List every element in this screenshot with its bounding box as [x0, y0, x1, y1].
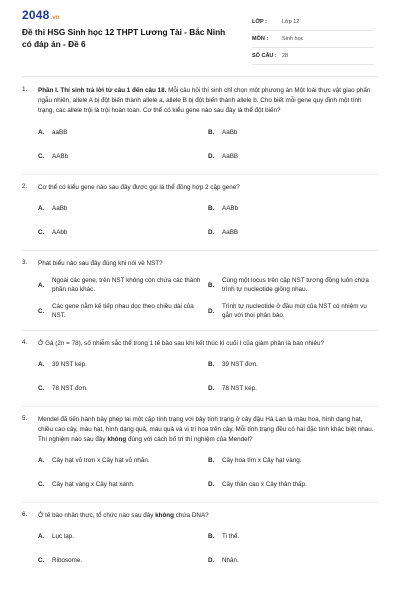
question-6 [22, 511, 400, 521]
option-text: 78 NST kép. [222, 384, 257, 392]
question-number: 5. [22, 415, 28, 422]
option-c[interactable] [38, 548, 208, 572]
option-c[interactable] [38, 376, 208, 400]
option-text: AABb [52, 152, 69, 160]
option-text: AAbb [52, 228, 68, 236]
option-letter: C. [38, 480, 45, 488]
question-text: Ở Gà (2n = 78), số nhiễm sắc thể trong 1 tế bào sau khi kết thúc kì cuối I của giảm phân là bao nhiêu? [38, 340, 324, 347]
option-c[interactable] [38, 144, 208, 168]
option-c[interactable] [38, 472, 208, 496]
question-1 [22, 86, 400, 116]
site-logo[interactable] [22, 8, 60, 22]
option-text: AABb [222, 204, 239, 212]
option-letter: D. [208, 556, 215, 564]
option-text: Ngoài các gene, trên NST không còn chứa các thành phần nào khác. [52, 277, 201, 293]
question-divider [22, 406, 378, 407]
option-text: 39 NST đơn. [222, 360, 258, 368]
option-text: Các gene nằm kế tiếp nhau dọc theo chiều dài của NST. [52, 303, 194, 319]
option-text: Cây hạt vàng x Cây hạt xanh. [52, 480, 135, 488]
option-d[interactable] [208, 298, 378, 324]
option-letter: B. [208, 360, 215, 368]
question-divider [22, 250, 378, 251]
option-text: 39 NST kép. [52, 360, 87, 368]
option-b[interactable] [208, 120, 378, 144]
question-text: Cơ thể có kiểu gene nào sau đây được gọi là thể đồng hợp 2 cặp gene? [38, 184, 240, 191]
option-b[interactable] [208, 524, 378, 548]
option-a[interactable] [38, 352, 208, 376]
question-text [38, 415, 378, 445]
option-text: Cây hạt vỏ trơn x Cây hạt vỏ nhăn. [52, 456, 150, 464]
question-list [0, 80, 400, 572]
option-letter: B. [208, 532, 215, 540]
question-text [38, 511, 378, 521]
option-b[interactable] [208, 196, 378, 220]
question-number: 1. [22, 86, 28, 93]
option-text: AaBb [52, 204, 68, 212]
option-letter: D. [208, 480, 215, 488]
question-text-strong: không [155, 512, 174, 519]
question-text-post: đúng với cách bố trí thí nghiệm của Mendel? [126, 436, 253, 443]
option-letter: C. [38, 556, 45, 564]
option-text: Cây thân cao x Cây thân thấp. [222, 480, 307, 488]
question-divider [22, 174, 378, 175]
option-letter: D. [208, 152, 215, 160]
option-letter: C. [38, 307, 45, 315]
option-text: Cùng một locus trên cặp NST tương đồng luôn chứa trình tự nucleotide giống nhau. [222, 277, 369, 293]
option-letter: D. [208, 228, 215, 236]
question-text-pre: Mendel đã tiến hành bảy phép lai một cặp tính trạng với bảy tính trạng ở cây đậu Hà Lan là màu hoa, hình dạng hạt, chiều cao cây, màu hạt, hình dạng quả, màu quả và vị trí hoa trên cây. Mỗi tính trạng đều có hai đặc tính khác biệt nhau. Thí nghiệm nào sau đây [38, 416, 374, 443]
option-letter: B. [208, 281, 215, 289]
meta-value: Lớp 12 [282, 19, 300, 25]
meta-row-count [252, 48, 374, 65]
question-divider [22, 330, 378, 331]
question-text-pre: Ở tế bào nhân thực, tổ chức nào sau đây [38, 512, 156, 519]
option-b[interactable] [208, 352, 378, 376]
question-number: 3. [22, 259, 28, 266]
question-2 [22, 183, 400, 193]
option-letter: B. [208, 456, 215, 464]
option-d[interactable] [208, 548, 378, 572]
question-divider [22, 502, 378, 503]
option-letter: A. [38, 281, 45, 289]
question-text [38, 86, 378, 116]
option-d[interactable] [208, 376, 378, 400]
question-number: 6. [22, 511, 28, 518]
options-2 [38, 196, 378, 244]
option-text: Ti thể. [222, 532, 240, 540]
meta-panel [252, 14, 374, 65]
option-text: Nhân. [222, 556, 239, 564]
question-5 [22, 415, 400, 445]
options-5 [38, 448, 378, 496]
option-c[interactable] [38, 298, 208, 324]
meta-label: SỐ CÂU : [252, 53, 277, 59]
option-text: Cây hoa tím x Cây hạt vàng. [222, 456, 302, 464]
option-text: AaBb [222, 128, 238, 136]
option-a[interactable] [38, 524, 208, 548]
option-text: AaBB [222, 152, 239, 160]
option-letter: B. [208, 128, 215, 136]
header-divider [22, 76, 378, 77]
question-3 [22, 259, 400, 269]
option-letter: D. [208, 384, 215, 392]
option-a[interactable] [38, 272, 208, 298]
question-number: 2. [22, 183, 28, 190]
option-d[interactable] [208, 144, 378, 168]
option-d[interactable] [208, 472, 378, 496]
meta-label: MÔN : [252, 36, 269, 42]
question-4 [22, 339, 400, 349]
question-text-bold: Phần I. Thí sinh trả lời từ câu 1 đến câu 18. [38, 87, 167, 94]
question-text: Phát biểu nào sau đây đúng khi nói về NST? [38, 260, 163, 267]
header [0, 0, 400, 76]
option-text: Lục lạp. [52, 532, 75, 540]
options-6 [38, 524, 378, 572]
logo-text: 2048 [22, 8, 50, 22]
options-3 [38, 272, 378, 324]
option-letter: C. [38, 152, 45, 160]
option-c[interactable] [38, 220, 208, 244]
option-b[interactable] [208, 448, 378, 472]
option-a[interactable] [38, 448, 208, 472]
option-text: AaBB [222, 228, 239, 236]
option-a[interactable] [38, 120, 208, 144]
option-letter: A. [38, 204, 45, 212]
option-d[interactable] [208, 220, 378, 244]
option-letter: C. [38, 228, 45, 236]
option-text: 78 NST đơn. [52, 384, 88, 392]
question-text-strong: không [107, 436, 127, 443]
options-1 [38, 120, 378, 168]
option-letter: A. [38, 360, 45, 368]
meta-value: 28 [282, 53, 289, 59]
meta-label: LỚP : [252, 19, 267, 25]
meta-value: Sinh học [282, 36, 304, 42]
option-letter: A. [38, 128, 45, 136]
meta-row-class [252, 14, 374, 31]
option-text: aaBB [52, 128, 68, 136]
question-text-post: chứa DNA? [174, 512, 209, 519]
option-text: Ribosome. [52, 556, 83, 564]
question-text-body: Mỗi câu hỏi thí sinh chỉ chọn một phương án Một loài thực vật giao phấn ngẫu nhiên, allele A bị đột biến thành allele a, allele B bị đột biến thành allele b. Cho biết mỗi gene quy định một tính trạng, các allele trội là trội hoàn toàn. Cơ thể có kiểu gene nào sau đây là thể đột biến? [38, 87, 371, 114]
question-number: 4. [22, 339, 28, 346]
option-a[interactable] [38, 196, 208, 220]
option-letter: B. [208, 204, 215, 212]
doc-title: Đề thi HSG Sinh học 12 THPT Lương Tài - Bắc Ninh có đáp án - Đề 6 [22, 27, 226, 49]
option-letter: A. [38, 456, 45, 464]
option-letter: D. [208, 307, 215, 315]
option-b[interactable] [208, 272, 378, 298]
option-text: Trình tự nucleotide ở đầu mút của NST có nhiệm vụ gắn với thoi phân bào. [222, 303, 367, 319]
meta-row-subject [252, 31, 374, 48]
option-letter: A. [38, 532, 45, 540]
options-4 [38, 352, 378, 400]
logo-suffix: .vn [50, 15, 60, 21]
option-letter: C. [38, 384, 45, 392]
